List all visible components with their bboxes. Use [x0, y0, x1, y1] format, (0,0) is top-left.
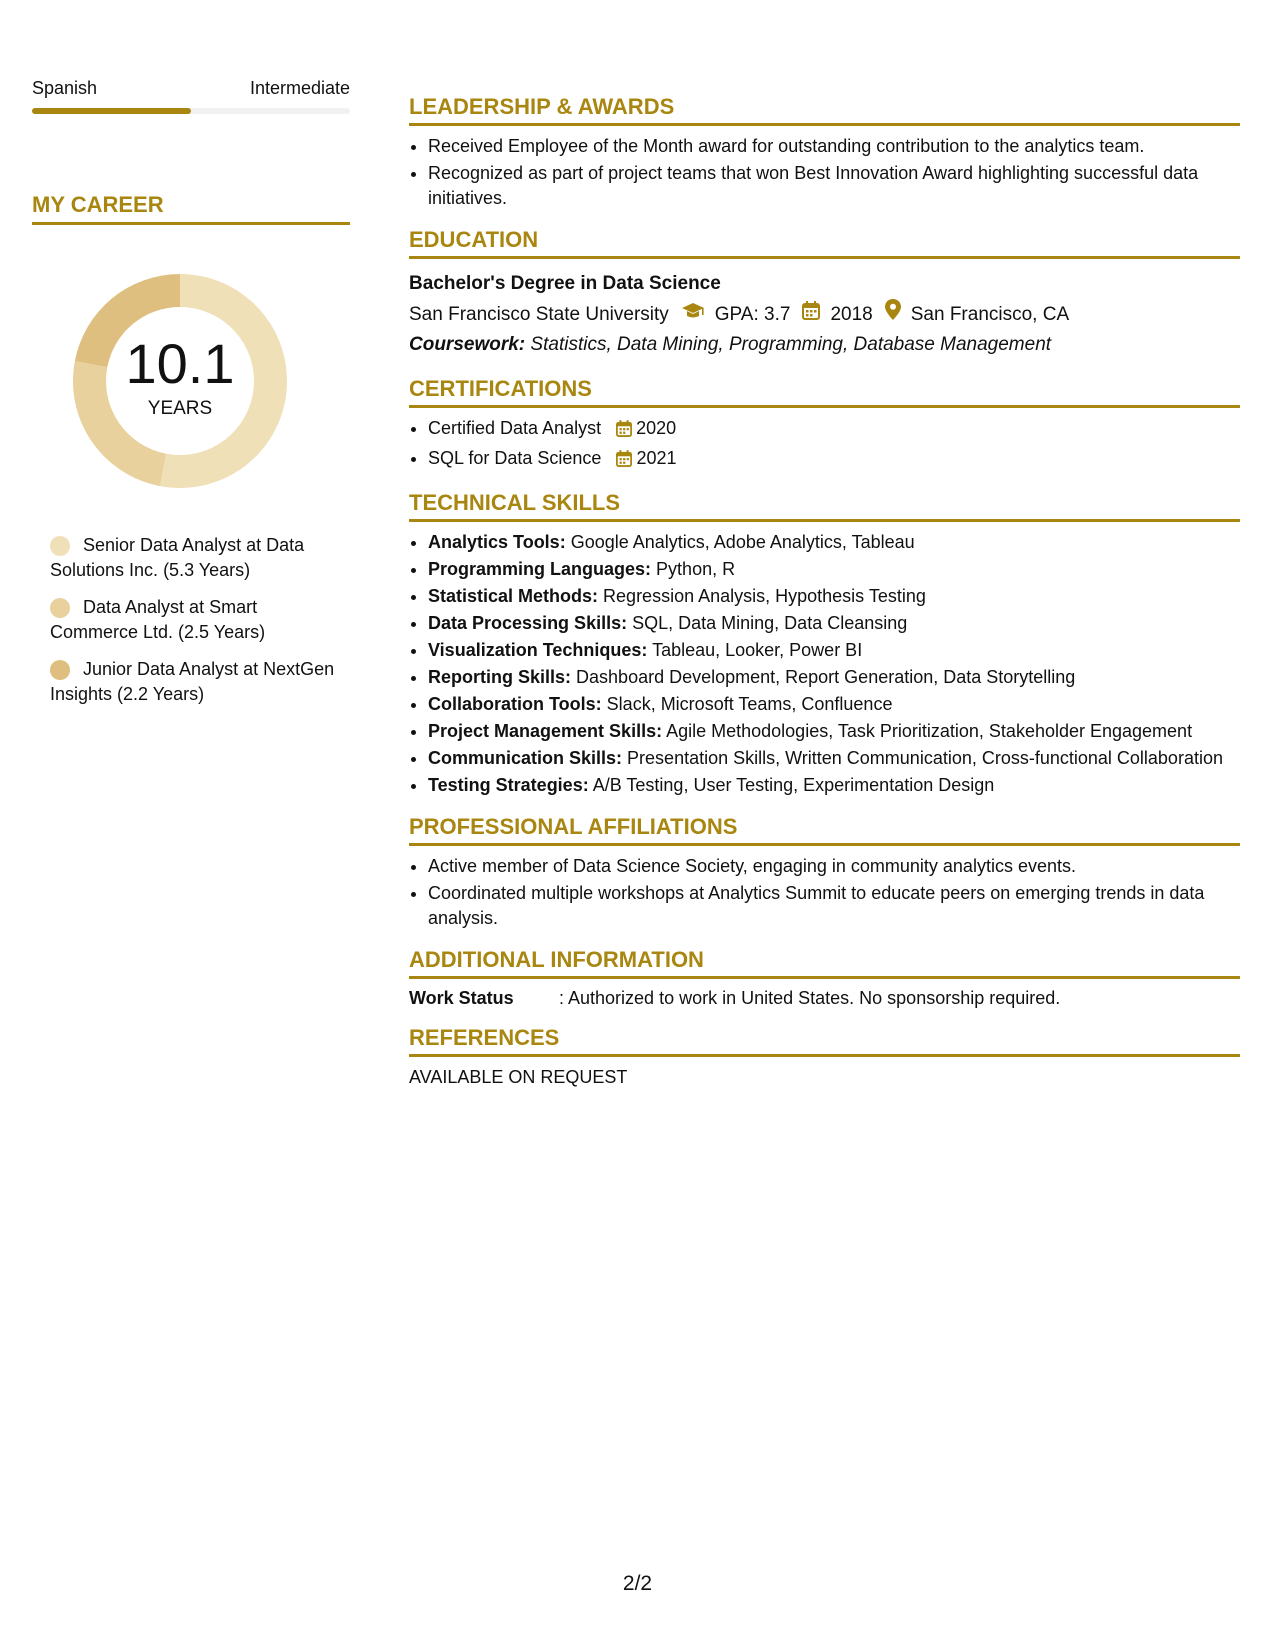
- skill-label: Project Management Skills:: [428, 721, 663, 741]
- legend-dot: [50, 536, 70, 556]
- list-item: [428, 557, 1240, 582]
- career-total-unit: YEARS: [147, 398, 213, 419]
- skill-label: Statistical Methods:: [428, 586, 599, 606]
- skill-label: Reporting Skills:: [428, 667, 572, 687]
- list-item: • Recognized as part of project teams that won Best Innovation Award highlighting successful data initiatives.: [428, 161, 1240, 211]
- certification-year: 2020: [636, 418, 677, 438]
- map-pin-icon: [885, 299, 901, 330]
- skill-value: Python, R: [656, 559, 736, 579]
- language-proficiency-fill: [32, 108, 191, 114]
- legend-item: [50, 657, 350, 707]
- certification-year: 2021: [636, 448, 677, 468]
- skill-label: Analytics Tools:: [428, 532, 566, 552]
- language-level: Intermediate: [249, 78, 350, 98]
- education-title: EDUCATION: [409, 227, 1240, 259]
- career-total-value: 10.1: [125, 332, 235, 395]
- skill-label: Collaboration Tools:: [428, 694, 602, 714]
- education-section: [409, 227, 1240, 360]
- references-text: AVAILABLE ON REQUEST: [409, 1067, 628, 1087]
- leadership-section: [409, 94, 1240, 211]
- certification-name: SQL for Data Science: [428, 448, 602, 468]
- certifications-section: [409, 376, 1240, 474]
- list-item: [428, 611, 1240, 636]
- affiliations-title: PROFESSIONAL AFFILIATIONS: [409, 814, 1240, 846]
- school: San Francisco State University: [409, 303, 669, 325]
- skills-title: TECHNICAL SKILLS: [409, 490, 1240, 522]
- gpa: GPA: 3.7: [714, 303, 791, 325]
- skill-value: Slack, Microsoft Teams, Confluence: [606, 694, 893, 714]
- calendar-icon: [616, 449, 632, 474]
- legend-label: Junior Data Analyst at NextGen Insights (2.2 Years): [50, 659, 335, 704]
- left-column: [32, 78, 350, 719]
- right-column: [409, 94, 1240, 1104]
- skill-label: Communication Skills:: [428, 748, 623, 768]
- skill-value: Google Analytics, Adobe Analytics, Tableau: [570, 532, 915, 552]
- legend-label: Data Analyst at Smart Commerce Ltd. (2.5 Years): [50, 597, 266, 642]
- references-section: [409, 1025, 1240, 1088]
- additional-title: ADDITIONAL INFORMATION: [409, 947, 1240, 979]
- calendar-icon: [802, 300, 820, 330]
- legend-dot: [50, 660, 70, 680]
- language-name: Spanish: [32, 78, 98, 98]
- skill-value: Tableau, Looker, Power BI: [652, 640, 863, 660]
- skill-label: Data Processing Skills:: [428, 613, 628, 633]
- coursework-label: Coursework:: [409, 334, 526, 355]
- list-item: • Coordinated multiple workshops at Analytics Summit to educate peers on emerging trends in data analysis.: [428, 881, 1240, 931]
- language-row: [32, 78, 350, 99]
- leadership-title: LEADERSHIP & AWARDS: [409, 94, 1240, 126]
- coursework: [409, 330, 1240, 360]
- list-item: [428, 692, 1240, 717]
- list-item: [428, 584, 1240, 609]
- education-location: San Francisco, CA: [910, 303, 1070, 325]
- list-item: [428, 530, 1240, 555]
- legend-label: Senior Data Analyst at Data Solutions Inc. (5.3 Years): [50, 535, 305, 580]
- work-status-value: : Authorized to work in United States. No sponsorship required.: [559, 988, 1061, 1008]
- career-legend: [50, 533, 350, 707]
- degree: Bachelor's Degree in Data Science: [409, 273, 721, 294]
- legend-dot: [50, 598, 70, 618]
- graduation-cap-icon: [681, 300, 705, 330]
- list-item: • Active member of Data Science Society, engaging in community analytics events.: [428, 854, 1240, 879]
- additional-section: [409, 947, 1240, 1009]
- skill-value: Regression Analysis, Hypothesis Testing: [603, 586, 926, 606]
- career-donut-chart: [66, 267, 294, 495]
- skill-value: Presentation Skills, Written Communication, Cross-functional Collaboration: [627, 748, 1223, 768]
- skill-value: Agile Methodologies, Task Prioritization, Stakeholder Engagement: [666, 721, 1193, 741]
- certification-name: Certified Data Analyst: [428, 418, 602, 438]
- skill-label: Visualization Techniques:: [428, 640, 648, 660]
- list-item: [428, 665, 1240, 690]
- graduation-year: 2018: [830, 303, 873, 325]
- skill-value: A/B Testing, User Testing, Experimentation Design: [592, 775, 995, 795]
- list-item: [428, 416, 1240, 444]
- education-meta: [409, 299, 1240, 330]
- references-title: REFERENCES: [409, 1025, 1240, 1057]
- certifications-title: CERTIFICATIONS: [409, 376, 1240, 408]
- list-item: [428, 746, 1240, 771]
- career-section-title: MY CAREER: [32, 192, 350, 225]
- list-item: [428, 719, 1240, 744]
- legend-item: [50, 533, 350, 583]
- language-proficiency-bar: [32, 108, 350, 114]
- affiliations-section: [409, 814, 1240, 931]
- skill-value: SQL, Data Mining, Data Cleansing: [632, 613, 908, 633]
- list-item: [428, 446, 1240, 474]
- page-number: 2/2: [622, 1572, 653, 1595]
- work-status-label: Work Status: [409, 988, 514, 1008]
- skills-section: [409, 490, 1240, 798]
- skill-label: Testing Strategies:: [428, 775, 589, 795]
- list-item: [428, 773, 1240, 798]
- legend-item: [50, 595, 350, 645]
- skill-label: Programming Languages:: [428, 559, 652, 579]
- coursework-value: Statistics, Data Mining, Programming, Database Management: [530, 334, 1052, 355]
- list-item: • Received Employee of the Month award for outstanding contribution to the analytics team.: [428, 134, 1240, 159]
- calendar-icon: [616, 419, 632, 444]
- list-item: [428, 638, 1240, 663]
- skill-value: Dashboard Development, Report Generation, Data Storytelling: [576, 667, 1076, 687]
